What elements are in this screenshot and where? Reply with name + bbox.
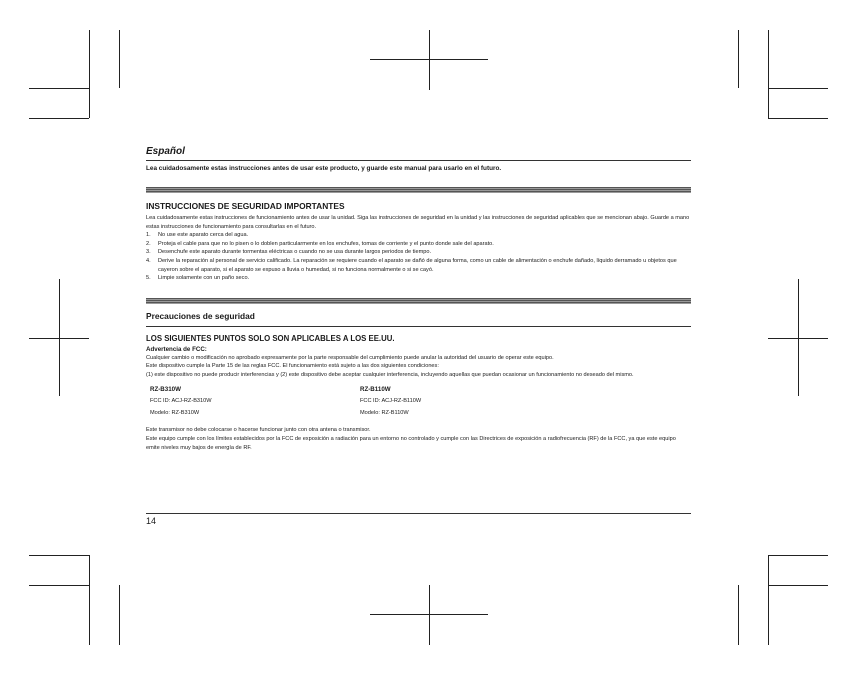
list-number: 3. [146,249,151,256]
crop-mark [738,30,739,88]
crop-mark [29,585,89,586]
fcc-warning-title: Advertencia de FCC: [146,345,207,353]
list-text: Limpie solamente con un paño seco. [158,275,250,282]
crop-mark [768,88,828,89]
divider [146,160,691,161]
rf-line: Este equipo cumple con los límites establecidos por la FCC de exposición a radiación para un entorno no controlado y cumple con las Directrices de exposición a radiofrecuencia (RF) de la FCC, ya que este equipo emite niveles muy bajos de energía de RF. [146,435,676,451]
model-name: RZ-B310W [150,385,181,393]
crop-mark [768,555,828,556]
divider [146,326,691,327]
registration-mark [429,30,430,90]
language-heading: Español [146,146,185,157]
list-item [146,240,691,249]
list-text: Derive la reparación al personal de servicio calificado. La reparación se requiere cuando el aparato se dañó de alguna forma, como un cable de alimentación o enchufe dañado, líquido derramado u objetos que cayeron sobre el aparato, si el aparato se expuso a lluvia o humedad, si no funciona normalmente o si se cayó. [158,257,677,273]
model-name: RZ-B110W [360,385,391,393]
section-band [146,187,691,193]
crop-mark [768,30,769,118]
list-item [146,274,691,283]
list-number: 2. [146,240,151,247]
crop-mark [119,585,120,645]
intro-text: Lea cuidadosamente estas instrucciones antes de usar este producto, y guarde este manual para usarlo en el futuro. [146,165,502,172]
crop-mark [738,585,739,645]
list-text: No use este aparato cerca del agua. [158,232,249,239]
section-band [146,298,691,304]
safety-heading: INSTRUCCIONES DE SEGURIDAD IMPORTANTES [146,201,345,211]
page-content [146,145,691,452]
crop-mark [29,555,89,556]
rf-line: Este transmisor no debe colocarse o hacerse funcionar junto con otra antena o transmisor. [146,427,371,434]
crop-mark [29,88,89,89]
registration-mark [798,279,799,396]
crop-mark [89,30,90,118]
model-column [150,386,360,421]
fcc-line: Este dispositivo cumple la Parte 15 de las reglas FCC. El funcionamiento está sujeto a las dos siguientes condiciones: [146,363,439,370]
model-column [360,386,570,421]
registration-mark [429,585,430,645]
list-text: Desenchufe este aparato durante tormentas eléctricas o cuando no se usa durante largos periodos de tiempo. [158,249,432,256]
fcc-id: FCC ID: ACJ-RZ-B310W [150,398,212,405]
crop-mark [768,555,769,645]
list-item [146,248,691,257]
crop-mark [119,30,120,88]
list-item [146,231,691,240]
list-item [146,257,691,274]
footer-divider [146,513,691,514]
fcc-id: FCC ID: ACJ-RZ-B110W [360,398,422,405]
model-table [150,386,691,421]
safety-paragraph: Lea cuidadosamente estas instrucciones de funcionamiento antes de usar la unidad. Siga las instrucciones de seguridad en la unidad y las instrucciones de seguridad aplicables que se mencionan abajo. Guarde a mano estas instrucciones de funcionamiento para consultarlas en el futuro. [146,215,690,230]
list-number: 5. [146,275,151,282]
list-text: Proteja el cable para que no lo pisen o lo doblen particularmente en los enchufes, tomas de corriente y el punto donde sale del aparato. [158,240,494,247]
model-number: Modelo: RZ-B310W [150,409,200,416]
crop-mark [29,118,89,119]
crop-mark [768,118,828,119]
fcc-text [146,354,691,380]
fcc-line: Cualquier cambio o modificación no aprobado expresamente por la parte responsable del cumplimiento puede anular la autoridad del usuario de operar este equipo. [146,354,554,361]
list-number: 1. [146,232,151,239]
model-number: Modelo: RZ-B110W [360,409,409,416]
us-heading: LOS SIGUIENTES PUNTOS SOLO SON APLICABLES A LOS EE.UU. [146,333,395,343]
safety-list [146,231,691,283]
precautions-title: Precauciones de seguridad [146,310,255,321]
registration-mark [59,279,60,396]
page-number: 14 [146,516,157,526]
crop-mark [89,555,90,645]
fcc-line: (1) este dispositivo no puede producir interferencias y (2) este dispositivo debe aceptar cualquier interferencia, incluyendo aquellas que puedan ocasionar un funcionamiento no deseado del mismo. [146,371,634,378]
crop-mark [768,585,828,586]
list-number: 4. [146,257,151,264]
rf-exposure-text [146,426,691,452]
